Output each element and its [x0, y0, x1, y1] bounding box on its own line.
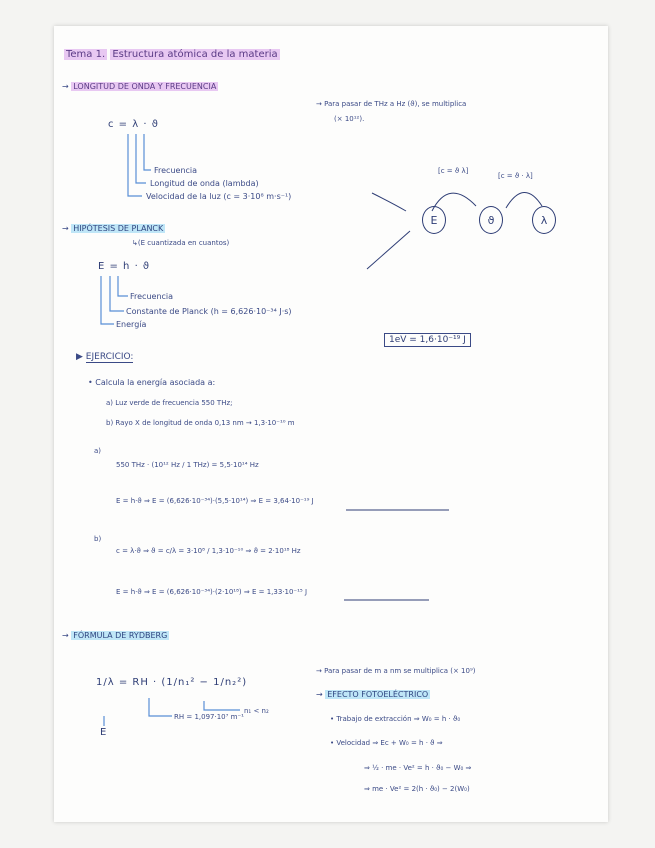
note-thz-2: (× 10¹²).	[334, 115, 365, 123]
bracket-right: [c = ϑ · λ]	[498, 172, 533, 180]
heading-rydberg: FÓRMULA DE RYDBERG	[73, 631, 168, 640]
circle-frequency: ϑ	[479, 206, 503, 234]
photo-work: • Trabajo de extracción ⇒ W₀ = h · ϑ₀	[330, 715, 461, 723]
arrow-freq-2	[118, 276, 128, 296]
label-wavelength: Longitud de onda (lambda)	[150, 179, 259, 188]
label-speed-of-light: Velocidad de la luz (c = 3·10⁸ m·s⁻¹)	[146, 192, 292, 201]
note-thz: → Para pasar de THz a Hz (ϑ), se multiplica	[316, 100, 467, 108]
ev-conversion-box: 1eV = 1,6·10⁻¹⁹ J	[384, 333, 471, 347]
arrow-rh	[149, 698, 172, 716]
photo-step-1: ⇒ ½ · me · Ve² = h · ϑ₀ − W₀ ⇒	[364, 764, 472, 772]
arrow-n	[204, 701, 240, 710]
photo-velocity: • Velocidad ⇒ Ec + W₀ = h · ϑ ⇒	[330, 739, 443, 747]
heading-planck: HIPÓTESIS DE PLANCK	[73, 224, 164, 233]
notebook-page: Tema 1. Estructura atómica de la materia → LONGITUD DE ONDA Y FRECUENCIA c = λ · ϑ Frecuencia Longitud de onda (lambda) Velocidad de la luz (c = 3·10⁸ m·s⁻¹) → Para pasar de THz a Hz (ϑ), se multiplica (× 10¹²). [c = ϑ λ] [c = ϑ · λ] E ϑ λ → HIPÓTESIS DE PLANCK ↳(E cuantizada en cuantos) E = h · ϑ Frecuencia Constante de Planck (h = 6,626·10⁻³⁴ J·s) Energía 1eV = 1,6·10⁻¹⁹ J ▶ EJERCICIO: • Calcula la energía asociada a: a) Luz verde de frecuencia 550 THz; b) Rayo X de longitud de onda 0,13 nm → 1,3·10⁻¹⁰ m a) 550 THz · (10¹² Hz / 1 THz) = 5,5·10¹⁴ Hz E = h·ϑ ⇒ E = (6,626·10⁻³⁴)·(5,5·10¹⁴) ⇒ E = 3,64·10⁻¹⁹ J b) c = λ·ϑ ⇒ ϑ = c/λ = 3·10⁸ / 1,3·10⁻¹⁰ ⇒ ϑ = 2·10¹⁸ Hz E = h·ϑ ⇒ E = (6,626·10⁻³⁴)·(2·10¹⁸) ⇒ E = 1,33·10⁻¹⁵ J → FÓRMULA DE RYDBERG 1/λ = RH · (1/n₁² − 1/n₂²) E n₁ < n₂ RH = 1,097·10⁷ m⁻¹ → Para pasar de m a nm se multiplica (× 10⁹) → EFECTO FOTOELÉCTRICO • Trabajo de extracción ⇒ W₀ = h · ϑ₀ • Velocidad ⇒ Ec + W₀ = h · ϑ ⇒ ⇒ ½ · me · Ve² = h · ϑ₀ − W₀ ⇒ ⇒ me · Ve² = 2(h · ϑ₀) − 2(W₀)	[54, 26, 608, 822]
part-b-label: b)	[94, 535, 102, 543]
note-nm: → Para pasar de m a nm se multiplica (× 10⁹)	[316, 667, 476, 675]
part-a-label: a)	[94, 447, 102, 455]
arc-right	[506, 192, 542, 208]
part-a-energy: E = h·ϑ ⇒ E = (6,626·10⁻³⁴)·(5,5·10¹⁴) ⇒	[116, 497, 257, 505]
topic-number: Tema 1.	[66, 49, 106, 60]
heading-wavelength: LONGITUD DE ONDA Y FRECUENCIA	[73, 82, 217, 91]
bracket-left: [c = ϑ λ]	[438, 167, 469, 175]
circle-wavelength: λ	[532, 206, 556, 234]
label-energy: Energía	[116, 320, 147, 329]
topic-title: Estructura atómica de la materia	[112, 49, 278, 60]
formula-c: c = λ · ϑ	[108, 119, 159, 130]
photo-step-2: ⇒ me · Ve² = 2(h · ϑ₀) − 2(W₀)	[364, 785, 470, 793]
arrow-planck	[110, 276, 124, 311]
rydberg-constant: RH = 1,097·10⁷ m⁻¹	[174, 713, 244, 721]
arrow-to-E-circle	[372, 193, 406, 211]
planck-sub: ↳(E cuantizada en cuantos)	[132, 239, 230, 247]
circle-energy: E	[422, 206, 446, 234]
label-frequency: Frecuencia	[154, 166, 198, 175]
arrow-velocity	[128, 134, 142, 196]
part-b-result: E = 1,33·10⁻¹⁵ J	[251, 588, 308, 596]
exercise-a: a) Luz verde de frecuencia 550 THz;	[106, 399, 233, 407]
part-a-result: E = 3,64·10⁻¹⁹ J	[258, 497, 314, 505]
arrow-to-E-circle-2	[367, 231, 410, 269]
exercise-prompt: • Calcula la energía asociada a:	[88, 378, 216, 387]
formula-rydberg: 1/λ = RH · (1/n₁² − 1/n₂²)	[96, 677, 248, 688]
rydberg-n: n₁ < n₂	[244, 707, 269, 715]
exercise-b: b) Rayo X de longitud de onda 0,13 nm → 1,3·10⁻¹⁰ m	[106, 419, 295, 427]
part-b-energy: E = h·ϑ ⇒ E = (6,626·10⁻³⁴)·(2·10¹⁸) ⇒	[116, 588, 250, 596]
arrow-frequency	[144, 134, 151, 170]
formula-planck: E = h · ϑ	[98, 261, 151, 272]
label-planck-constant: Constante de Planck (h = 6,626·10⁻³⁴ J·s)	[126, 307, 292, 316]
heading-photoelectric: EFECTO FOTOELÉCTRICO	[327, 690, 429, 699]
label-freq-2: Frecuencia	[130, 292, 174, 301]
part-a-conversion: 550 THz · (10¹² Hz / 1 THz) = 5,5·10¹⁴ Hz	[116, 461, 259, 469]
heading-exercise: EJERCICIO:	[85, 352, 134, 362]
arrow-energy	[101, 276, 114, 324]
rydberg-E: E	[100, 727, 108, 738]
part-b-frequency: c = λ·ϑ ⇒ ϑ = c/λ = 3·10⁸ / 1,3·10⁻¹⁰ ⇒ ϑ = 2·10¹⁸ Hz	[116, 547, 301, 555]
